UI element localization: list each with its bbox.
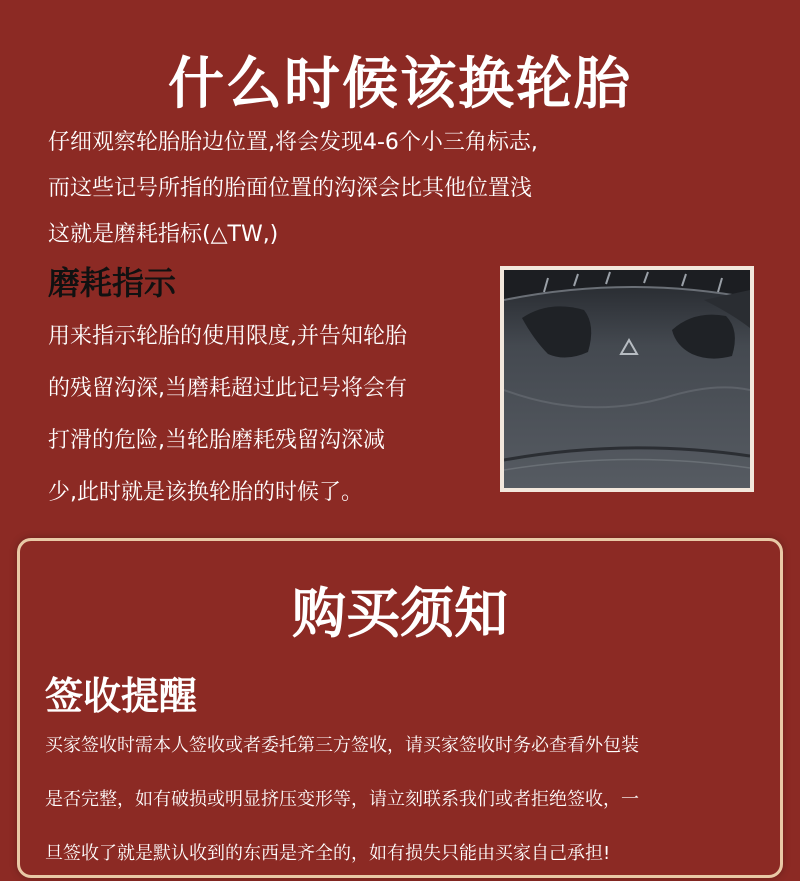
notice-line: 旦签收了就是默认收到的东西是齐全的，如有损失只能由买家自己承担! xyxy=(45,843,611,864)
purchase-notice-panel xyxy=(17,538,783,878)
description-line: 用来指示轮胎的使用限度,并告知轮胎 xyxy=(48,324,407,349)
intro-line: 这就是磨耗指标(△TW,) xyxy=(48,222,279,247)
receipt-reminder-text xyxy=(45,719,765,881)
receipt-reminder-heading: 签收提醒 xyxy=(45,674,198,718)
description-line: 的残留沟深,当磨耗超过此记号将会有 xyxy=(48,376,407,401)
notice-line: 买家签收时需本人签收或者委托第三方签收，请买家签收时务必查看外包装 xyxy=(45,735,639,756)
notice-line: 是否完整，如有破损或明显挤压变形等，请立刻联系我们或者拒绝签收，一 xyxy=(45,789,639,810)
description-line: 少,此时就是该换轮胎的时候了。 xyxy=(48,480,363,505)
wear-indicator-description xyxy=(48,311,498,519)
intro-line: 仔细观察轮胎胎边位置,将会发现4-6个小三角标志, xyxy=(48,130,538,155)
wear-indicator-heading: 磨耗指示 xyxy=(48,264,177,302)
page-title: 什么时候该换轮胎 xyxy=(168,52,632,117)
tire-tread-illustration xyxy=(504,270,750,488)
tire-tread-photo xyxy=(500,266,754,492)
intro-paragraph xyxy=(48,120,768,258)
intro-line: 而这些记号所指的胎面位置的沟深会比其他位置浅 xyxy=(48,176,533,201)
purchase-notice-title: 购买须知 xyxy=(292,582,508,645)
description-line: 打滑的危险,当轮胎磨耗残留沟深减 xyxy=(48,428,385,453)
